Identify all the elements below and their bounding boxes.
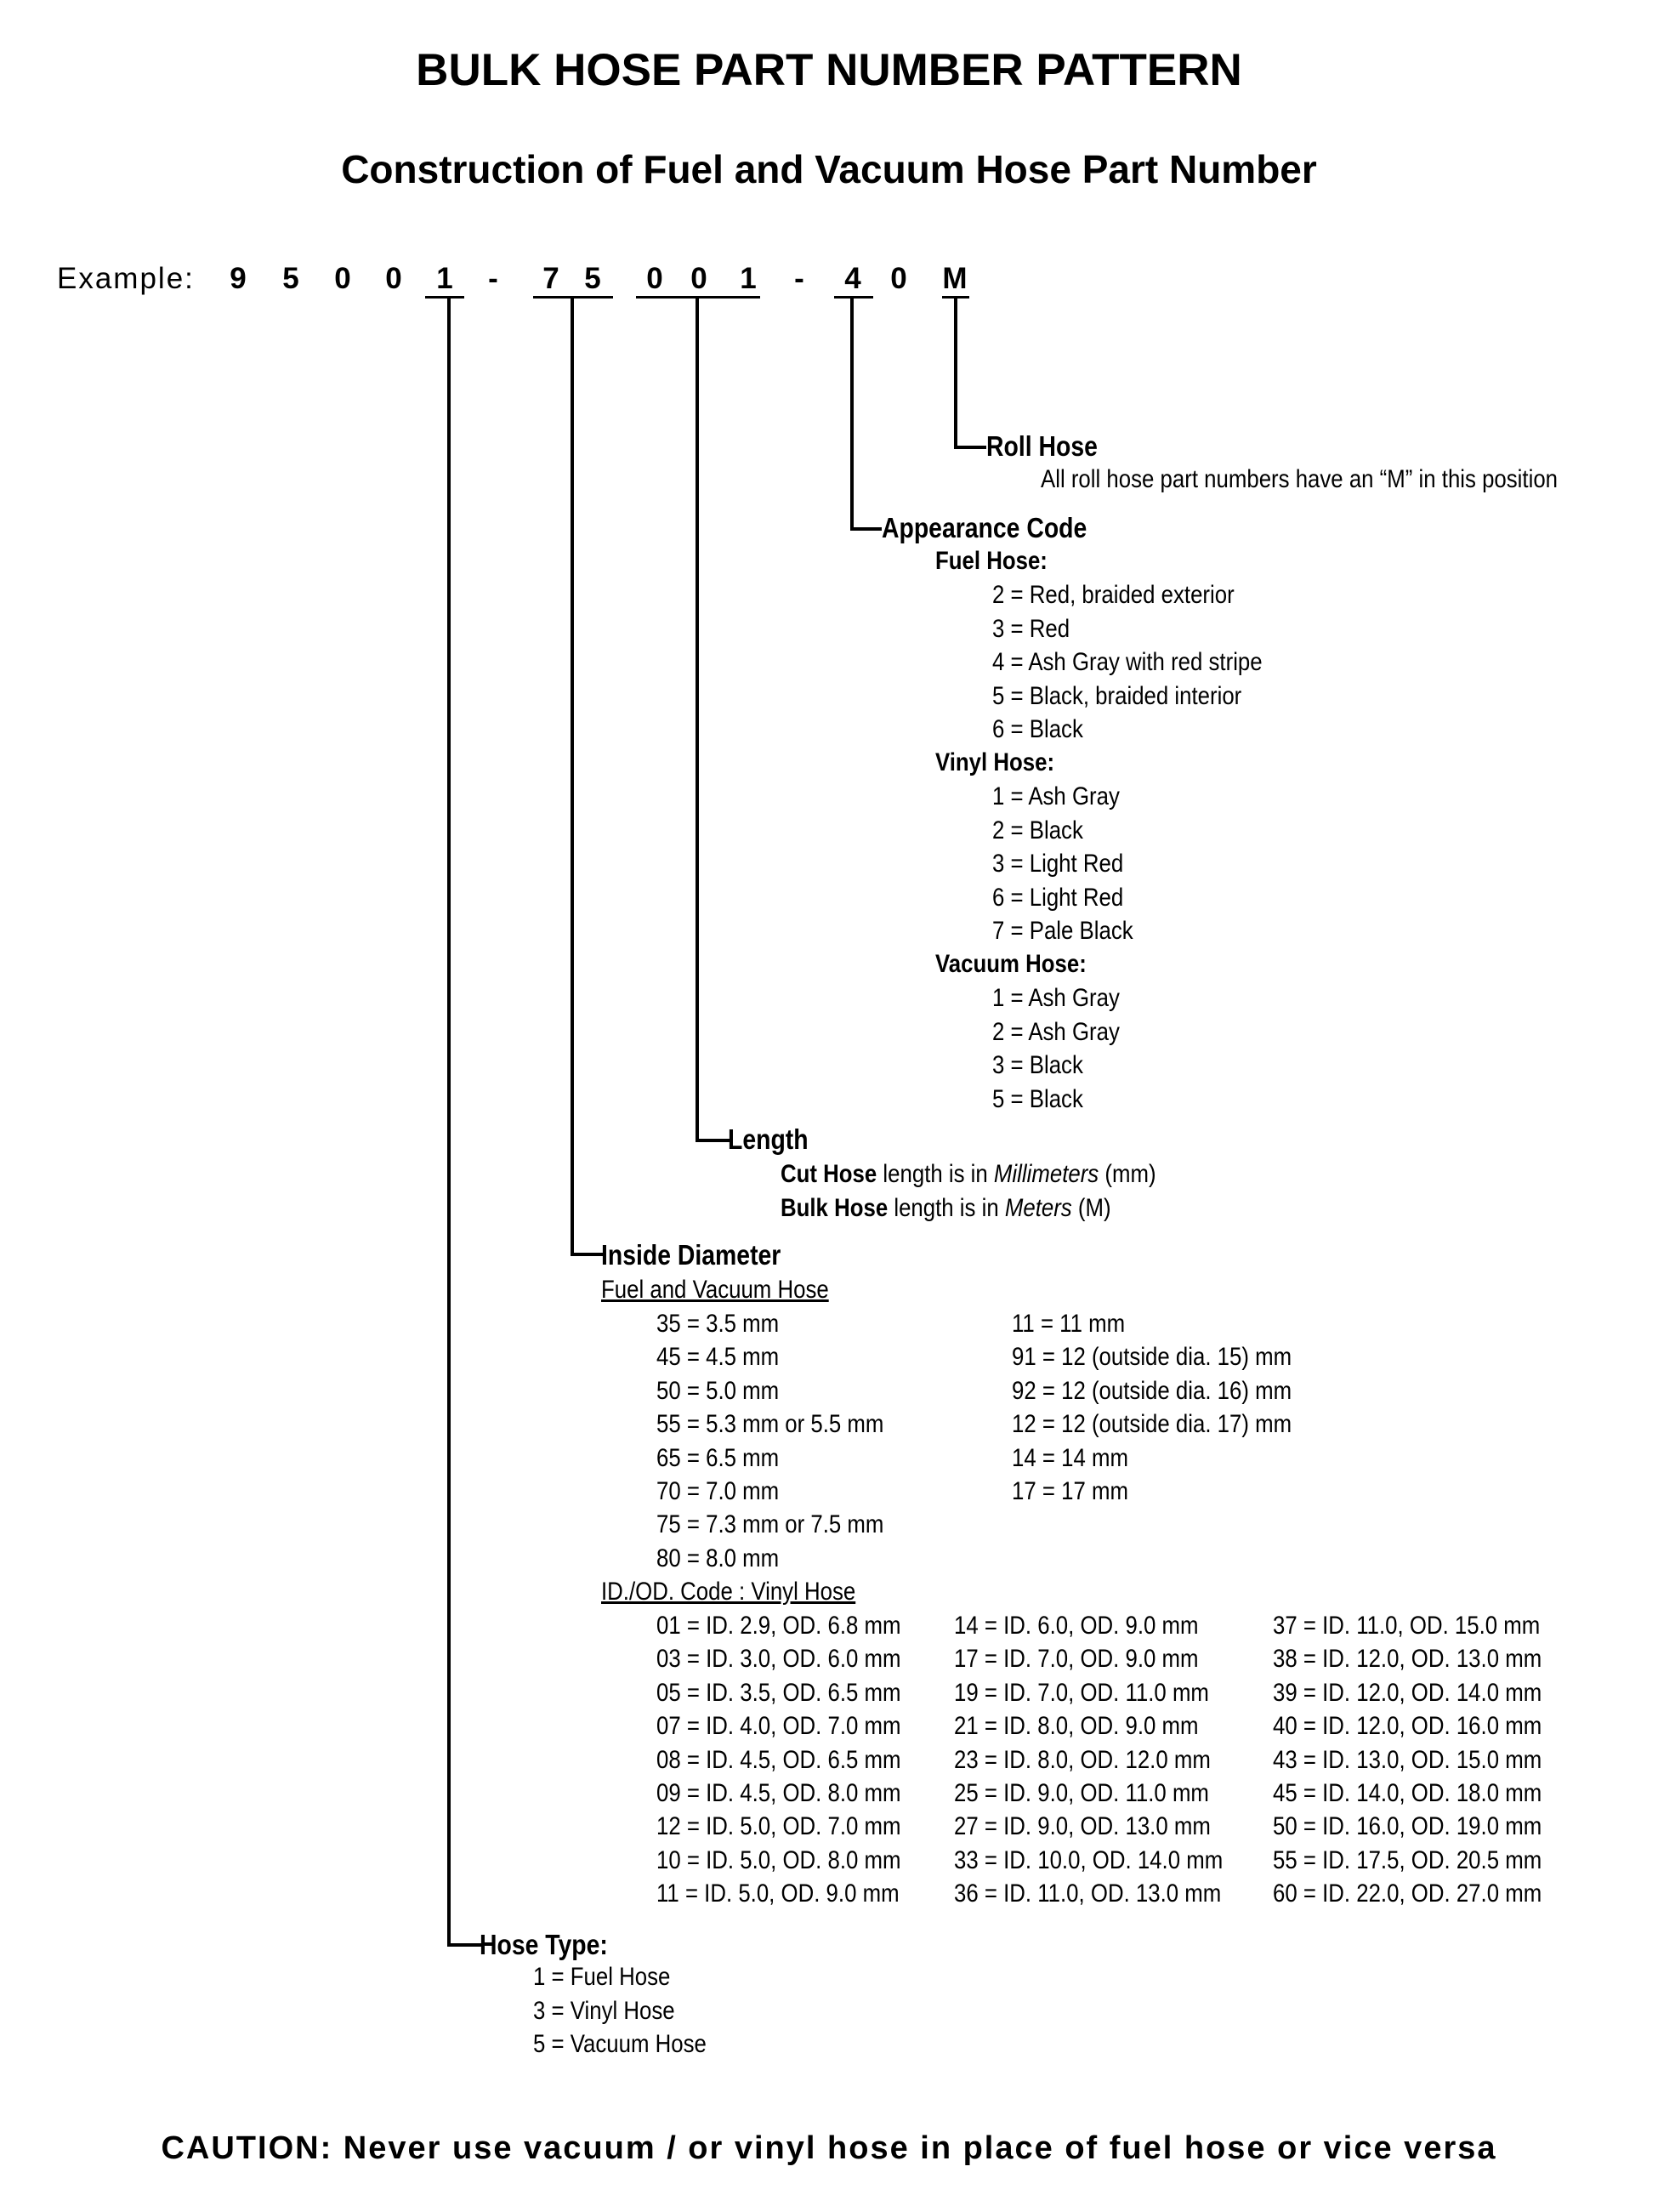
vinyl-code-item: 05 = ID. 3.5, OD. 6.5 mm <box>656 1678 901 1707</box>
connector-roll-tick <box>954 446 986 449</box>
vinyl-code-item: 19 = ID. 7.0, OD. 11.0 mm <box>954 1678 1209 1707</box>
vinyl-code-item: 55 = ID. 17.5, OD. 20.5 mm <box>1273 1845 1542 1874</box>
vinyl-code-item: 23 = ID. 8.0, OD. 12.0 mm <box>954 1745 1211 1774</box>
fuel-vacuum-item: 17 = 17 mm <box>1012 1477 1128 1505</box>
roll-hose-description: All roll hose part numbers have an “M” in this position <box>1041 465 1559 493</box>
length-bulk-bold: Bulk Hose <box>781 1194 889 1222</box>
appearance-code-heading: Appearance Code <box>882 512 1087 543</box>
part-number-char: 0 <box>334 262 351 295</box>
fuel-vacuum-item: 91 = 12 (outside dia. 15) mm <box>1012 1343 1292 1372</box>
vinyl-code-item: 50 = ID. 16.0, OD. 19.0 mm <box>1273 1812 1542 1841</box>
vinyl-code-item: 40 = ID. 12.0, OD. 16.0 mm <box>1273 1712 1542 1741</box>
inside-diameter-heading: Inside Diameter <box>601 1239 781 1271</box>
appearance-fuel-item: 5 = Black, braided interior <box>992 681 1242 710</box>
underline-hose-type <box>425 296 464 299</box>
part-number-char: M <box>942 262 968 295</box>
vinyl-code-item: 09 = ID. 4.5, OD. 8.0 mm <box>656 1779 901 1807</box>
appearance-fuel-label: Fuel Hose: <box>935 547 1048 575</box>
vinyl-code-item: 25 = ID. 9.0, OD. 11.0 mm <box>954 1779 1209 1807</box>
vinyl-code-item: 36 = ID. 11.0, OD. 13.0 mm <box>954 1879 1222 1908</box>
connector-appearance-tick <box>850 527 882 531</box>
appearance-vinyl-item: 1 = Ash Gray <box>992 782 1120 810</box>
part-number-char: 0 <box>890 262 907 295</box>
part-number-char: 9 <box>230 262 247 295</box>
appearance-vinyl-item: 2 = Black <box>992 816 1083 844</box>
part-number-char: 4 <box>844 262 861 295</box>
connector-length <box>696 298 699 1142</box>
appearance-vacuum-label: Vacuum Hose: <box>935 950 1087 978</box>
page-subtitle: Construction of Fuel and Vacuum Hose Part Number <box>341 147 1317 191</box>
vinyl-code-item: 10 = ID. 5.0, OD. 8.0 mm <box>656 1845 901 1874</box>
length-bulk-unit: Meters <box>1004 1194 1072 1222</box>
part-number-char: 0 <box>646 262 663 295</box>
vinyl-code-item: 45 = ID. 14.0, OD. 18.0 mm <box>1273 1779 1542 1807</box>
roll-hose-heading: Roll Hose <box>986 430 1098 462</box>
length-cut-unit: Millimeters <box>993 1160 1099 1188</box>
vinyl-code-item: 03 = ID. 3.0, OD. 6.0 mm <box>656 1645 901 1674</box>
appearance-vacuum-item: 2 = Ash Gray <box>992 1017 1120 1046</box>
length-heading: Length <box>728 1123 809 1155</box>
vinyl-code-item: 21 = ID. 8.0, OD. 9.0 mm <box>954 1712 1199 1741</box>
part-number-char: 5 <box>282 262 299 295</box>
appearance-vinyl-item: 3 = Light Red <box>992 850 1124 878</box>
vinyl-code-item: 38 = ID. 12.0, OD. 13.0 mm <box>1273 1645 1542 1674</box>
appearance-vacuum-item: 5 = Black <box>992 1084 1083 1113</box>
appearance-vacuum-item: 1 = Ash Gray <box>992 984 1120 1012</box>
vinyl-code-item: 01 = ID. 2.9, OD. 6.8 mm <box>656 1612 901 1640</box>
appearance-fuel-item: 2 = Red, braided exterior <box>992 581 1235 609</box>
part-number-char: 7 <box>542 262 559 295</box>
vinyl-code-item: 08 = ID. 4.5, OD. 6.5 mm <box>656 1745 901 1774</box>
appearance-vinyl-item: 7 = Pale Black <box>992 917 1133 945</box>
length-cut-line <box>781 1160 1156 1189</box>
vinyl-code-item: 12 = ID. 5.0, OD. 7.0 mm <box>656 1812 901 1841</box>
connector-hose-type <box>447 298 451 1947</box>
appearance-vacuum-item: 3 = Black <box>992 1051 1083 1079</box>
hose-type-heading: Hose Type: <box>480 1929 608 1960</box>
appearance-vinyl-item: 6 = Light Red <box>992 883 1124 912</box>
length-bulk-abbr: (M) <box>1071 1194 1111 1222</box>
connector-appearance <box>850 298 854 531</box>
fuel-vacuum-item: 11 = 11 mm <box>1012 1310 1126 1338</box>
example-label: Example: <box>57 262 195 295</box>
part-number-char: 1 <box>436 262 453 295</box>
connector-inside-diameter-tick <box>571 1253 605 1256</box>
fuel-vacuum-item: 92 = 12 (outside dia. 16) mm <box>1012 1376 1292 1405</box>
hose-type-item: 1 = Fuel Hose <box>533 1963 671 1991</box>
vinyl-code-item: 11 = ID. 5.0, OD. 9.0 mm <box>656 1879 900 1908</box>
fuel-vacuum-item: 12 = 12 (outside dia. 17) mm <box>1012 1410 1292 1439</box>
appearance-fuel-item: 4 = Ash Gray with red stripe <box>992 648 1263 676</box>
connector-length-tick <box>696 1139 730 1142</box>
appearance-fuel-item: 3 = Red <box>992 614 1070 643</box>
part-number-char: 0 <box>385 262 402 295</box>
vinyl-code-item: 27 = ID. 9.0, OD. 13.0 mm <box>954 1812 1211 1841</box>
vinyl-code-item: 33 = ID. 10.0, OD. 14.0 mm <box>954 1845 1224 1874</box>
vinyl-code-item: 39 = ID. 12.0, OD. 14.0 mm <box>1273 1678 1542 1707</box>
fuel-vacuum-item: 65 = 6.5 mm <box>656 1443 780 1472</box>
connector-roll <box>954 298 957 449</box>
length-cut-abbr: (mm) <box>1099 1160 1156 1188</box>
length-bulk-text: length is in <box>888 1194 1005 1222</box>
underline-appearance <box>834 296 873 299</box>
part-number-char: - <box>794 262 804 295</box>
length-cut-text: length is in <box>877 1160 994 1188</box>
appearance-vinyl-label: Vinyl Hose: <box>935 748 1055 776</box>
hose-type-item: 3 = Vinyl Hose <box>533 1996 675 2025</box>
hose-type-item: 5 = Vacuum Hose <box>533 2030 707 2058</box>
page-title: BULK HOSE PART NUMBER PATTERN <box>416 45 1242 95</box>
vinyl-code-label: ID./OD. Code : Vinyl Hose <box>601 1578 856 1606</box>
part-number-char: 1 <box>740 262 757 295</box>
fuel-vacuum-item: 35 = 3.5 mm <box>656 1310 780 1338</box>
part-number-char: 5 <box>584 262 601 295</box>
appearance-fuel-item: 6 = Black <box>992 715 1083 743</box>
part-number-char: 0 <box>690 262 707 295</box>
fuel-vacuum-item: 45 = 4.5 mm <box>656 1343 780 1372</box>
fuel-vacuum-hose-label: Fuel and Vacuum Hose <box>601 1276 829 1304</box>
length-cut-bold: Cut Hose <box>781 1160 877 1188</box>
length-bulk-line <box>781 1194 1111 1223</box>
vinyl-code-item: 60 = ID. 22.0, OD. 27.0 mm <box>1273 1879 1542 1908</box>
vinyl-code-item: 17 = ID. 7.0, OD. 9.0 mm <box>954 1645 1199 1674</box>
part-number-char: - <box>488 262 498 295</box>
fuel-vacuum-item: 50 = 5.0 mm <box>656 1376 780 1405</box>
caution-note: CAUTION: Never use vacuum / or vinyl hose in place of fuel hose or vice versa <box>161 2130 1497 2166</box>
fuel-vacuum-item: 70 = 7.0 mm <box>656 1477 780 1505</box>
fuel-vacuum-item: 14 = 14 mm <box>1012 1443 1128 1472</box>
vinyl-code-item: 14 = ID. 6.0, OD. 9.0 mm <box>954 1612 1199 1640</box>
vinyl-code-item: 07 = ID. 4.0, OD. 7.0 mm <box>656 1712 901 1741</box>
connector-inside-diameter <box>571 298 574 1256</box>
vinyl-code-item: 37 = ID. 11.0, OD. 15.0 mm <box>1273 1612 1541 1640</box>
fuel-vacuum-item: 75 = 7.3 mm or 7.5 mm <box>656 1510 884 1539</box>
vinyl-code-item: 43 = ID. 13.0, OD. 15.0 mm <box>1273 1745 1542 1774</box>
fuel-vacuum-item: 80 = 8.0 mm <box>656 1544 780 1572</box>
fuel-vacuum-item: 55 = 5.3 mm or 5.5 mm <box>656 1410 884 1439</box>
connector-hose-type-tick <box>447 1943 481 1947</box>
